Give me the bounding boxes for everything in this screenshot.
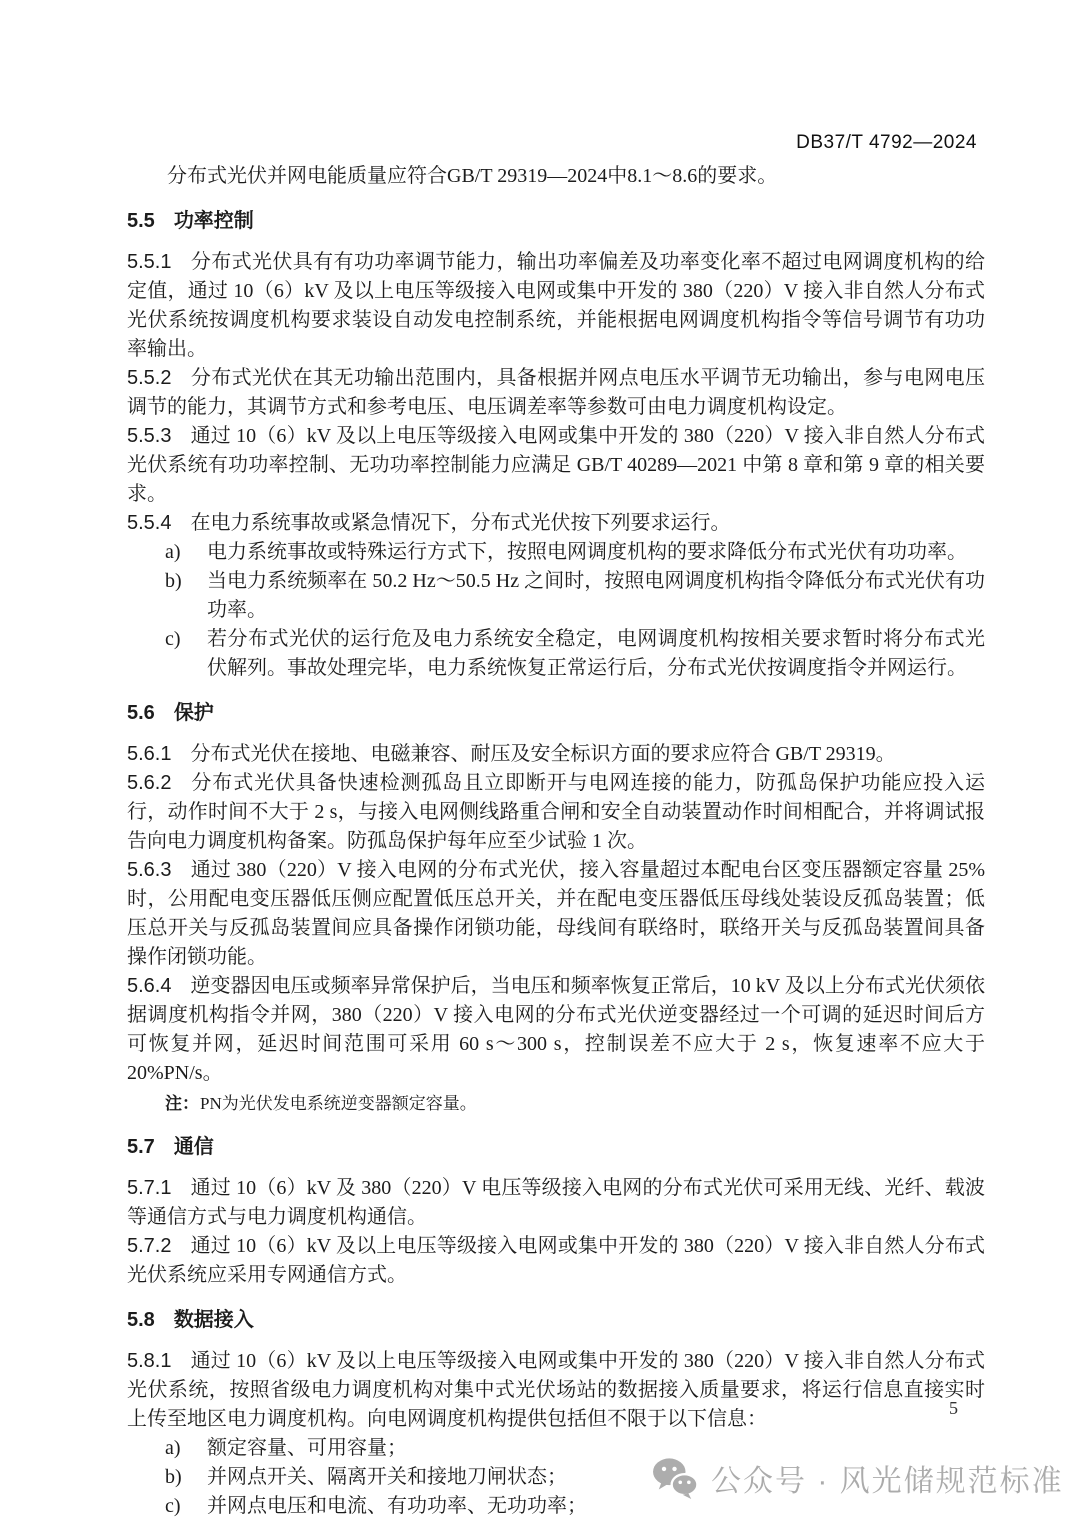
clause-5-5-4: [127, 509, 985, 538]
list-item-text: 当电力系统频率在 50.2 Hz～50.5 Hz 之间时，按照电网调度机构指令降低分布式光伏有功功率。: [207, 570, 985, 621]
clause-5-5-2: [127, 364, 985, 422]
clause-5-6-2: [127, 769, 985, 856]
clause-number: 5.6.4: [127, 975, 172, 997]
section-heading-5-6: [127, 699, 985, 728]
section-number: 5.5: [127, 210, 155, 232]
list-item-b: [127, 567, 985, 625]
section-number: 5.7: [127, 1136, 155, 1158]
clause-text: 通过 10（6）kV 及以上电压等级接入电网或集中开发的 380（220）V 接入非自然人分布式光伏系统有功功率控制、无功功率控制能力应满足 GB/T 40289—2021 中第 8 章和第 9 章的相关要求。: [127, 425, 985, 505]
clause-number: 5.7.1: [127, 1177, 172, 1199]
clause-5-5-3: [127, 422, 985, 509]
clause-number: 5.8.1: [127, 1350, 172, 1372]
wechat-account-label: 公众号 · 风光储规范标准: [711, 1465, 1064, 1498]
document-body: [127, 162, 985, 1521]
clause-number: 5.6.2: [127, 772, 172, 794]
clause-number: 5.6.1: [127, 743, 172, 765]
list-item-label: b): [165, 1466, 182, 1488]
section-heading-5-7: [127, 1133, 985, 1162]
list-item-text: 额定容量、可用容量；: [207, 1437, 407, 1459]
clause-5-6-4: [127, 972, 985, 1088]
clause-number: 5.5.3: [127, 425, 172, 447]
clause-text: 逆变器因电压或频率异常保护后，当电压和频率恢复正常后，10 kV 及以上分布式光伏须依据调度机构指令并网，380（220）V 接入电网的分布式光伏逆变器经过一个可调的延迟时间后方可恢复并网，延迟时间范围可采用 60 s～300 s，控制误差不应大于 2 s，恢复速率不应大于 20%PN/s。: [127, 975, 985, 1084]
section-title: 通信: [173, 1136, 214, 1158]
note: [127, 1091, 985, 1117]
clause-5-7-1: [127, 1174, 985, 1232]
section-title: 数据接入: [173, 1309, 254, 1331]
page-number: 5: [949, 1398, 958, 1418]
list-item-label: b): [165, 570, 182, 592]
clause-number: 5.6.3: [127, 859, 172, 881]
clause-text: 通过 10（6）kV 及以上电压等级接入电网或集中开发的 380（220）V 接入非自然人分布式光伏系统应采用专网通信方式。: [127, 1235, 985, 1286]
list-item-text: 若分布式光伏的运行危及电力系统安全稳定，电网调度机构按相关要求暂时将分布式光伏解列。事故处理完毕，电力系统恢复正常运行后，分布式光伏按调度指令并网运行。: [207, 628, 985, 679]
intro-paragraph: 分布式光伏并网电能质量应符合GB/T 29319—2024中8.1～8.6的要求。: [167, 165, 778, 187]
clause-text: 通过 10（6）kV 及以上电压等级接入电网或集中开发的 380（220）V 接入非自然人分布式光伏系统，按照省级电力调度机构对集中式光伏场站的数据接入质量要求，将运行信息直接实时上传至地区电力调度机构。向电网调度机构提供包括但不限于以下信息：: [127, 1350, 985, 1430]
clause-number: 5.5.2: [127, 367, 172, 389]
list-item-c: [127, 625, 985, 683]
list-item-text: 电力系统事故或特殊运行方式下，按照电网调度机构的要求降低分布式光伏有功功率。: [207, 541, 967, 563]
clause-5-8-1: [127, 1347, 985, 1434]
wechat-icon: [652, 1457, 698, 1499]
clause-text: 分布式光伏具备快速检测孤岛且立即断开与电网连接的能力，防孤岛保护功能应投入运行，动作时间不大于 2 s，与接入电网侧线路重合闸和安全自动装置动作时间相配合，并将调试报告向电力调度机构备案。防孤岛保护每年应至少试验 1 次。: [127, 772, 985, 852]
clause-5-5-1: [127, 248, 985, 364]
section-title: 保护: [173, 702, 214, 724]
section-title: 功率控制: [173, 210, 254, 232]
list-item-text: 并网点开关、隔离开关和接地刀闸状态；: [207, 1466, 567, 1488]
clause-5-7-2: [127, 1232, 985, 1290]
clause-5-6-1: [127, 740, 985, 769]
clause-number: 5.7.2: [127, 1235, 172, 1257]
section-number: 5.6: [127, 702, 155, 724]
section-heading-5-5: [127, 207, 985, 236]
clause-number: 5.5.1: [127, 251, 172, 273]
clause-text: 在电力系统事故或紧急情况下，分布式光伏按下列要求运行。: [190, 512, 731, 534]
clause-text: 分布式光伏具有有功功率调节能力，输出功率偏差及功率变化率不超过电网调度机构的给定值，通过 10（6）kV 及以上电压等级接入电网或集中开发的 380（220）V 接入非自然人分布式光伏系统按调度机构要求装设自动发电控制系统，并能根据电网调度机构指令等信号调节有功功率输出。: [127, 251, 985, 360]
list-item-label: a): [165, 541, 181, 563]
wechat-watermark: [652, 1456, 1064, 1500]
clause-text: 分布式光伏在接地、电磁兼容、耐压及安全标识方面的要求应符合 GB/T 29319。: [190, 743, 896, 765]
list-item-text: 并网点电压和电流、有功功率、无功功率；: [207, 1495, 587, 1517]
list-item-label: a): [165, 1437, 181, 1459]
doc-number: DB37/T 4792—2024: [796, 132, 977, 153]
list-item-label: c): [165, 628, 181, 650]
note-text: PN为光伏发电系统逆变器额定容量。: [200, 1094, 477, 1113]
note-label: 注：: [165, 1094, 199, 1113]
section-heading-5-8: [127, 1306, 985, 1335]
list-item-a: [127, 538, 985, 567]
clause-text: 通过 380（220）V 接入电网的分布式光伏，接入容量超过本配电台区变压器额定容量 25%时，公用配电变压器低压侧应配置低压总开关，并在配电变压器低压母线处装设反孤岛装置；低压总开关与反孤岛装置间应具备操作闭锁功能，母线间有联络时，联络开关与反孤岛装置间具备操作闭锁功能。: [127, 859, 985, 968]
list-item-label: c): [165, 1495, 181, 1517]
clause-text: 分布式光伏在其无功输出范围内，具备根据并网点电压水平调节无功输出，参与电网电压调节的能力，其调节方式和参考电压、电压调差率等参数可由电力调度机构设定。: [127, 367, 985, 418]
section-number: 5.8: [127, 1309, 155, 1331]
clause-number: 5.5.4: [127, 512, 172, 534]
clause-5-6-3: [127, 856, 985, 972]
clause-text: 通过 10（6）kV 及 380（220）V 电压等级接入电网的分布式光伏可采用无线、光纤、载波等通信方式与电力调度机构通信。: [127, 1177, 985, 1228]
